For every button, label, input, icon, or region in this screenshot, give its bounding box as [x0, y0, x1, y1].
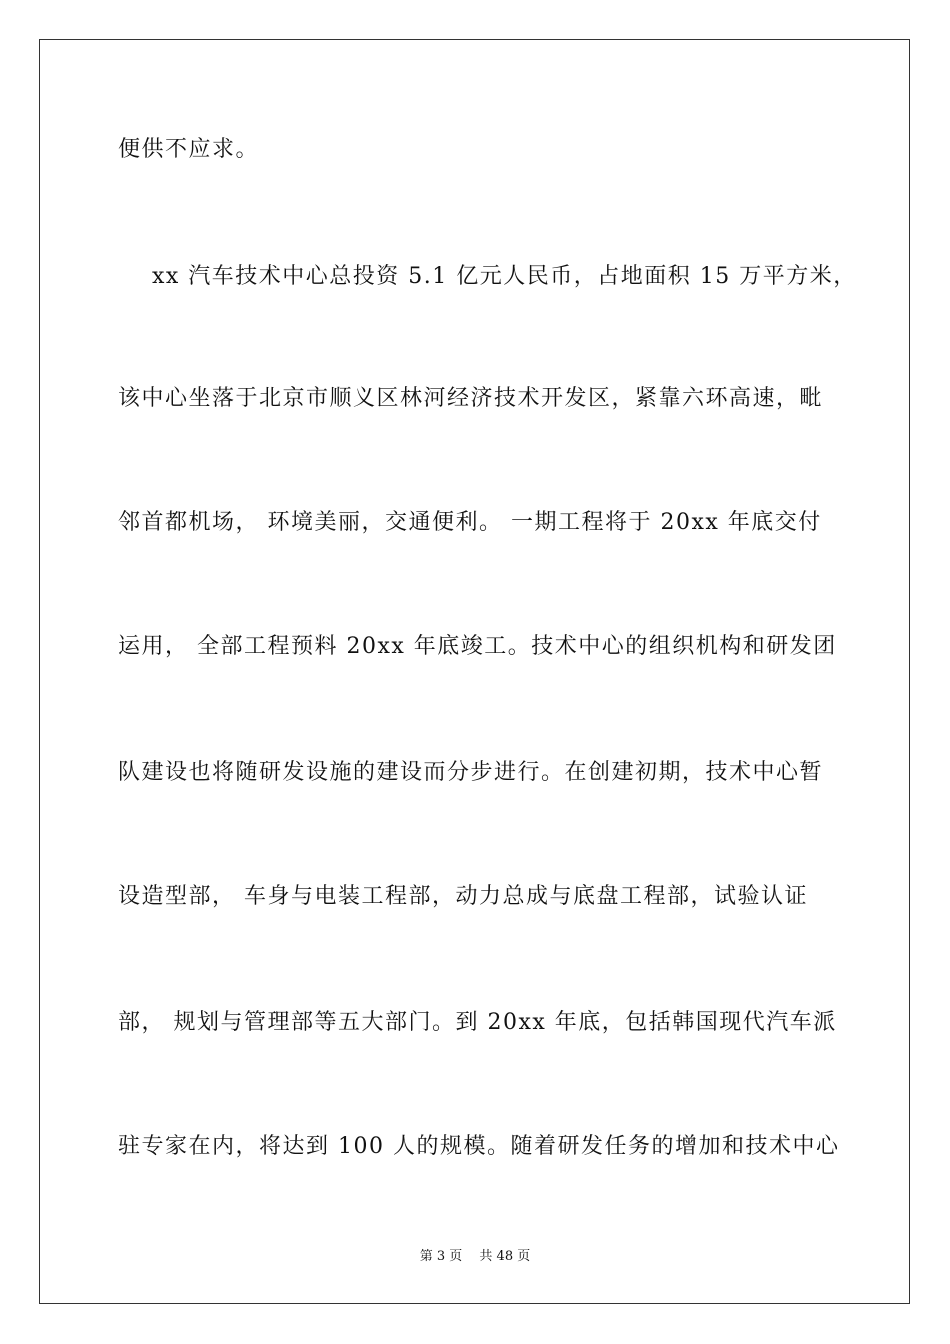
text-line-8: 部， 规划与管理部等五大部门。到 20xx 年底，包括韩国现代汽车派	[118, 1010, 837, 1035]
page-number-footer: 第 3 页 共 48 页	[419, 1249, 531, 1264]
text-line-7: 设造型部， 车身与电装工程部，动力总成与底盘工程部，试验认证	[118, 884, 808, 909]
text-line-3: 该中心坐落于北京市顺义区林河经济技术开发区，紧靠六环高速，毗	[118, 386, 824, 411]
text-line-4: 邻首都机场， 环境美丽，交通便利。 一期工程将于 20xx 年底交付	[118, 510, 822, 535]
page-border	[39, 39, 910, 1304]
text-line-1: 便供不应求。	[118, 137, 260, 162]
text-line-5: 运用， 全部工程预料 20xx 年底竣工。技术中心的组织机构和研发团	[118, 634, 837, 659]
text-line-2: xx 汽车技术中心总投资 5.1 亿元人民币，占地面积 15 万平方米，	[118, 264, 857, 289]
text-line-9: 驻专家在内，将达到 100 人的规模。随着研发任务的增加和技术中心	[118, 1134, 840, 1159]
text-line-6: 队建设也将随研发设施的建设而分步进行。在创建初期，技术中心暂	[118, 760, 824, 785]
